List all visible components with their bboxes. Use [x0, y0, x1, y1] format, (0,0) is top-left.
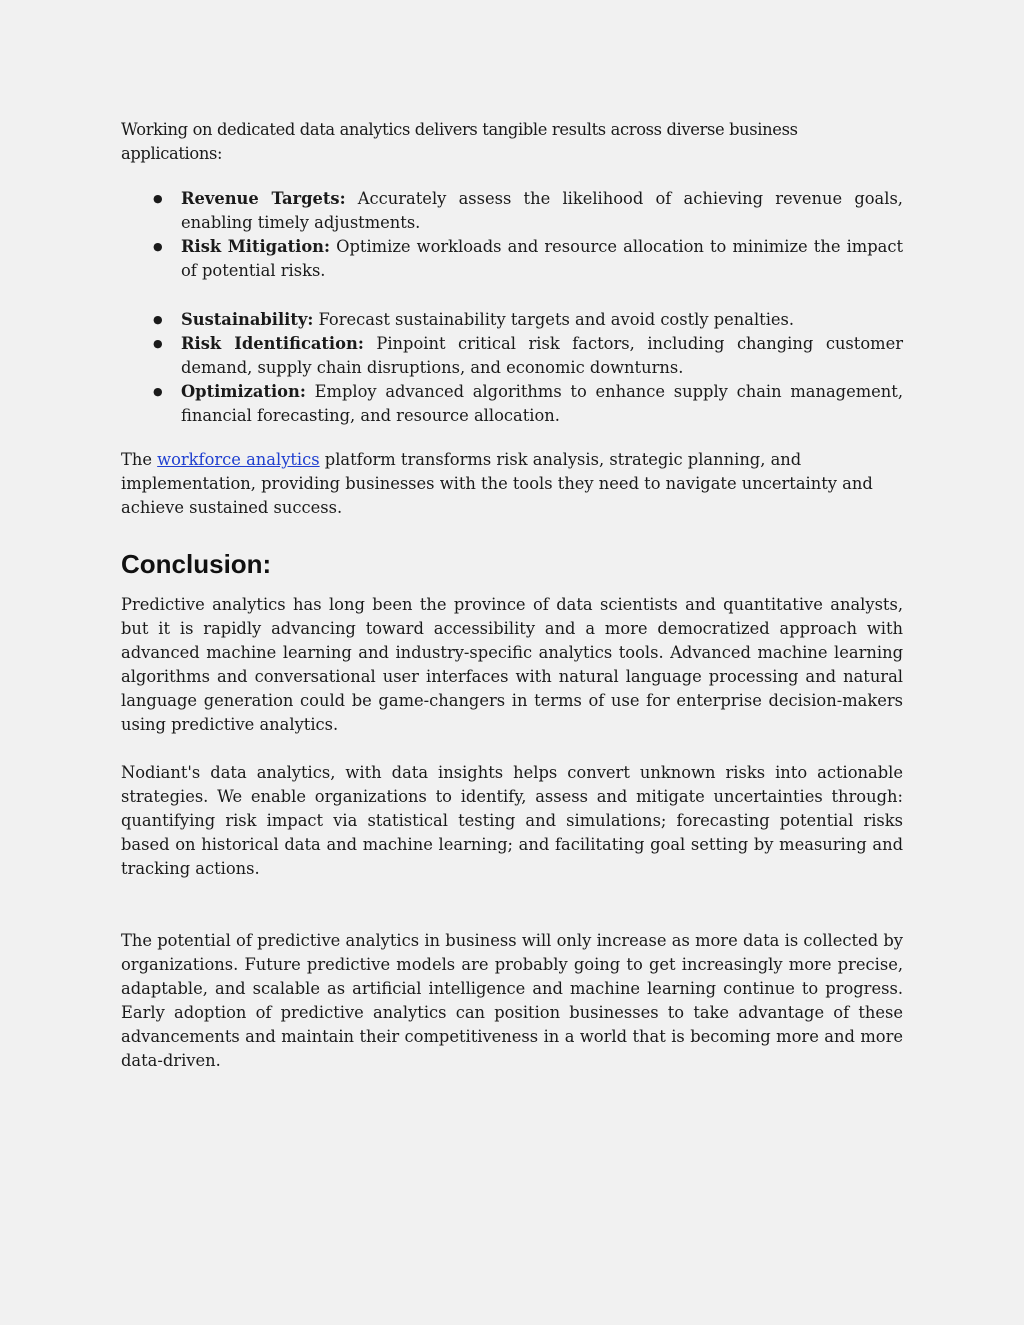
- workforce-analytics-link[interactable]: workforce analytics: [157, 450, 320, 469]
- list-item-optimization: [153, 380, 903, 428]
- list-item-text: Accurately assess the likelihood of achieving revenue goals, enabling timely adjustments.: [181, 189, 903, 232]
- benefits-list-2: [121, 308, 903, 428]
- list-item-label: Optimization:: [181, 382, 306, 401]
- list-item-text: Pinpoint critical risk factors, including changing customer demand, supply chain disruptions, and economic downturns.: [181, 334, 903, 377]
- list-spacer: [121, 283, 903, 308]
- conclusion-paragraph-3: The potential of predictive analytics in business will only increase as more data is collected by organizations. Future predictive models are probably going to get increasingly more precise, adaptable, and scalable as artificial intelligence and machine learning continue to progress. Early adoption of predictive analytics can position businesses to take advantage of these advancements and maintain their competitiveness in a world that is becoming more and more data-driven.: [121, 931, 903, 1070]
- list-item-risk-identification: [153, 332, 903, 380]
- intro-paragraph: Working on dedicated data analytics delivers tangible results across diverse business applications:: [121, 120, 798, 163]
- platform-paragraph: [121, 448, 903, 520]
- bullet-icon: ●: [153, 240, 163, 253]
- platform-text-after: platform transforms risk analysis, strategic planning, and implementation, providing businesses with the tools they need to navigate uncertainty and achieve sustained success.: [121, 450, 873, 517]
- list-item-label: Risk Identification:: [181, 334, 364, 353]
- list-item-label: Risk Mitigation:: [181, 237, 331, 256]
- conclusion-paragraph-1: Predictive analytics has long been the province of data scientists and quantitative analysts, but it is rapidly advancing toward accessibility and a more democratized approach with advanced machine learning and industry-specific analytics tools. Advanced machine learning algorithms and conversational user interfaces with natural language processing and natural language generation could be game-changers in terms of use for enterprise decision-makers using predictive analytics.: [121, 595, 903, 734]
- conclusion-heading: Conclusion:: [121, 549, 272, 579]
- benefits-list-1: [121, 187, 903, 283]
- list-item-risk-mitigation: [153, 235, 904, 283]
- conclusion-paragraph-2: Nodiant's data analytics, with data insights helps convert unknown risks into actionable strategies. We enable organizations to identify, assess and mitigate uncertainties through: quantifying risk impact via statistical testing and simulations; forecasting potential risks based on historical data and machine learning; and facilitating goal setting by measuring and tracking actions.: [121, 763, 903, 878]
- list-item-revenue-targets: [153, 187, 903, 235]
- platform-text-before: The: [121, 450, 158, 469]
- list-item-label: Revenue Targets:: [181, 189, 346, 208]
- list-item-text: Employ advanced algorithms to enhance supply chain management, financial forecasting, and resource allocation.: [181, 382, 903, 425]
- bullet-icon: ●: [153, 337, 163, 350]
- list-item-label: Sustainability:: [181, 310, 314, 329]
- document-page: [121, 118, 903, 1073]
- list-item-sustainability: [153, 308, 903, 332]
- list-item-text: Optimize workloads and resource allocation to minimize the impact of potential risks.: [181, 237, 904, 280]
- bullet-icon: ●: [153, 385, 163, 398]
- bullet-icon: ●: [153, 192, 163, 205]
- list-item-text: Forecast sustainability targets and avoid costly penalties.: [313, 310, 795, 329]
- bullet-icon: ●: [153, 313, 163, 326]
